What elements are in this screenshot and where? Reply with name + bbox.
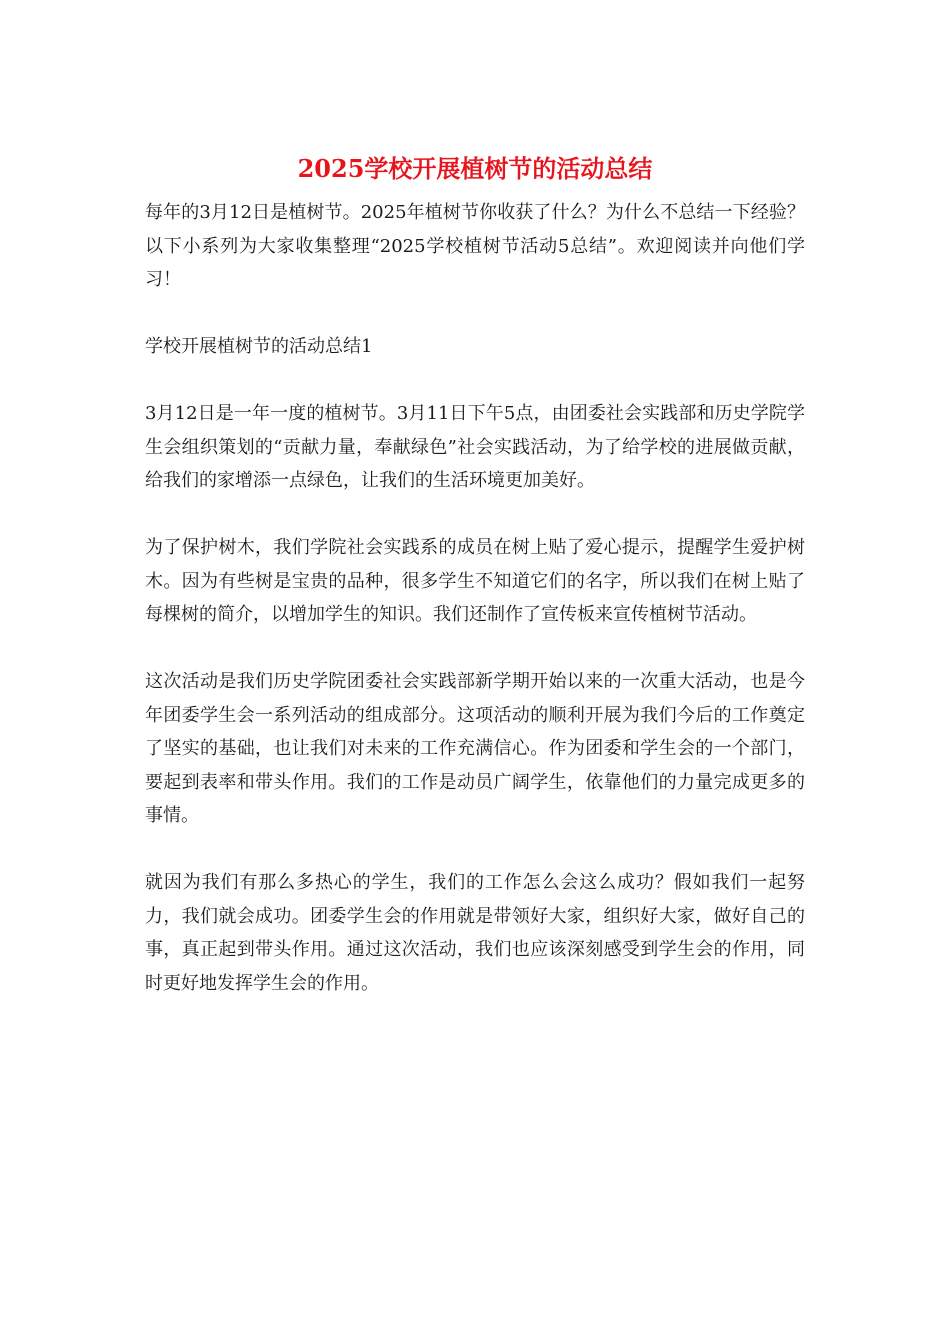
intro-paragraph: 每年的3月12日是植树节。2025年植树节你收获了什么？为什么不总结一下经验？以下小系列为大家收集整理“2025学校植树节活动5总结”。欢迎阅读并向他们学习！ [145,202,805,290]
document-body [145,196,805,1034]
section-heading: 学校开展植树节的活动总结1 [145,336,373,357]
body-paragraph: 为了保护树木，我们学院社会实践系的成员在树上贴了爱心提示，提醒学生爱护树木。因为有些树是宝贵的品种，很多学生不知道它们的名字，所以我们在树上贴了每棵树的简介，以增加学生的知识。我们还制作了宣传板来宣传植树节活动。 [145,537,805,625]
document-title: 2025学校开展植树节的活动总结 [297,154,653,183]
body-paragraph: 这次活动是我们历史学院团委社会实践部新学期开始以来的一次重大活动，也是今年团委学生会一系列活动的组成部分。这项活动的顺利开展为我们今后的工作奠定了坚实的基础，也让我们对未来的工作充满信心。作为团委和学生会的一个部门，要起到表率和带头作用。我们的工作是动员广阔学生，依靠他们的力量完成更多的事情。 [145,671,805,826]
body-paragraph: 3月12日是一年一度的植树节。3月11日下午5点，由团委社会实践部和历史学院学生会组织策划的“贡献力量，奉献绿色”社会实践活动，为了给学校的进展做贡献，给我们的家增添一点绿色，让我们的生活环境更加美好。 [145,403,805,491]
body-paragraph: 就因为我们有那么多热心的学生，我们的工作怎么会这么成功？假如我们一起努力，我们就会成功。团委学生会的作用就是带领好大家，组织好大家，做好自己的事，真正起到带头作用。通过这次活动，我们也应该深刻感受到学生会的作用，同时更好地发挥学生会的作用。 [145,872,805,994]
